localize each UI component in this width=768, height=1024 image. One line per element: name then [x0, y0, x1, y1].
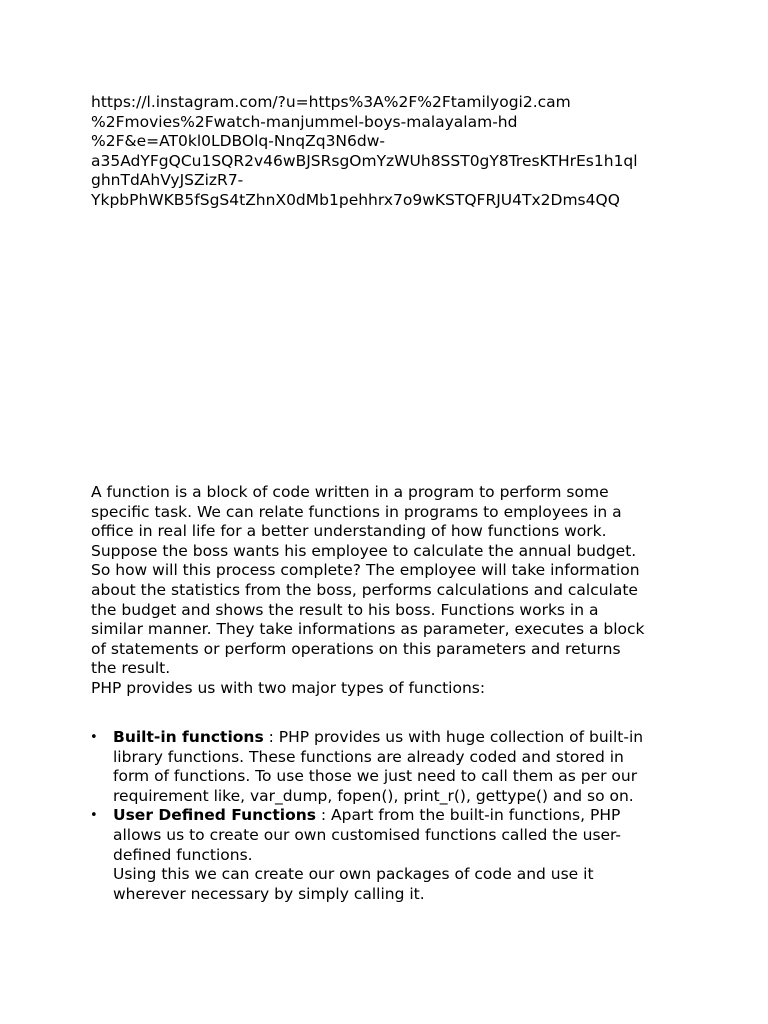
paragraph-line: the result.: [91, 659, 171, 678]
list-item-line: allows us to create our own customised functions called the user-: [113, 825, 622, 844]
bullet-icon: •: [90, 808, 98, 824]
url-line: https://l.instagram.com/?u=https%3A%2F%2Ftamilyogi2.cam: [91, 93, 571, 111]
list-item-line: Using this we can create our own packages of code and use it: [113, 865, 594, 884]
list-item-term: Built-in functions: [113, 728, 264, 746]
paragraph-line: A function is a block of code written in a program to perform some: [91, 483, 609, 501]
intro-paragraph: [91, 483, 691, 699]
list-item-line: requirement like, var_dump, fopen(), print_r(), gettype() and so on.: [113, 786, 634, 805]
list-item-built-in: [91, 728, 711, 806]
paragraph-line: of statements or perform operations on this parameters and returns: [91, 639, 621, 658]
list-item-user-defined: [91, 806, 711, 904]
list-item-line: wherever necessary by simply calling it.: [113, 884, 425, 903]
paragraph-line: So how will this process complete? The employee will take information: [91, 561, 640, 580]
url-line: ghnTdAhVyJSZizR7-: [91, 171, 244, 190]
list-item-text: : PHP provides us with huge collection of built-in: [263, 728, 644, 746]
url-line: %2F&e=AT0kl0LDBOlq-NnqZq3N6dw-: [91, 132, 386, 151]
paragraph-line: Suppose the boss wants his employee to calculate the annual budget.: [91, 541, 637, 560]
list-item-line: form of functions. To use those we just need to call them as per our: [113, 767, 638, 786]
list-item-line: defined functions.: [113, 845, 253, 864]
list-item-text: : Apart from the built-in functions, PHP: [315, 806, 621, 825]
url-line: YkpbPhWKB5fSgS4tZhnX0dMb1pehhrx7o9wKSTQFRJU4Tx2Dms4QQ: [91, 190, 620, 209]
bullet-icon: •: [90, 730, 98, 745]
list-item-first-line: [113, 806, 711, 826]
paragraph-line: about the statistics from the boss, performs calculations and calculate: [91, 580, 638, 599]
url-line: %2Fmovies%2Fwatch-manjummel-boys-malayalam-hd: [91, 112, 518, 131]
paragraph-line: PHP provides us with two major types of functions:: [91, 678, 486, 697]
url-text-block: [91, 93, 691, 211]
list-item-first-line: [113, 728, 711, 748]
url-line: a35AdYFgQCu1SQR2v46wBJSRsgOmYzWUh8SST0gY8TresKTHrEs1h1ql: [91, 151, 638, 170]
list-item-term: User Defined Functions: [113, 806, 316, 825]
function-types-list: [91, 728, 711, 904]
paragraph-line: the budget and shows the result to his boss. Functions works in a: [91, 600, 599, 619]
paragraph-line: specific task. We can relate functions in programs to employees in a: [91, 502, 622, 521]
paragraph-line: office in real life for a better understanding of how functions work.: [91, 522, 607, 541]
list-item-line: library functions. These functions are already coded and stored in: [113, 747, 624, 766]
paragraph-line: similar manner. They take informations as parameter, executes a block: [91, 620, 645, 639]
